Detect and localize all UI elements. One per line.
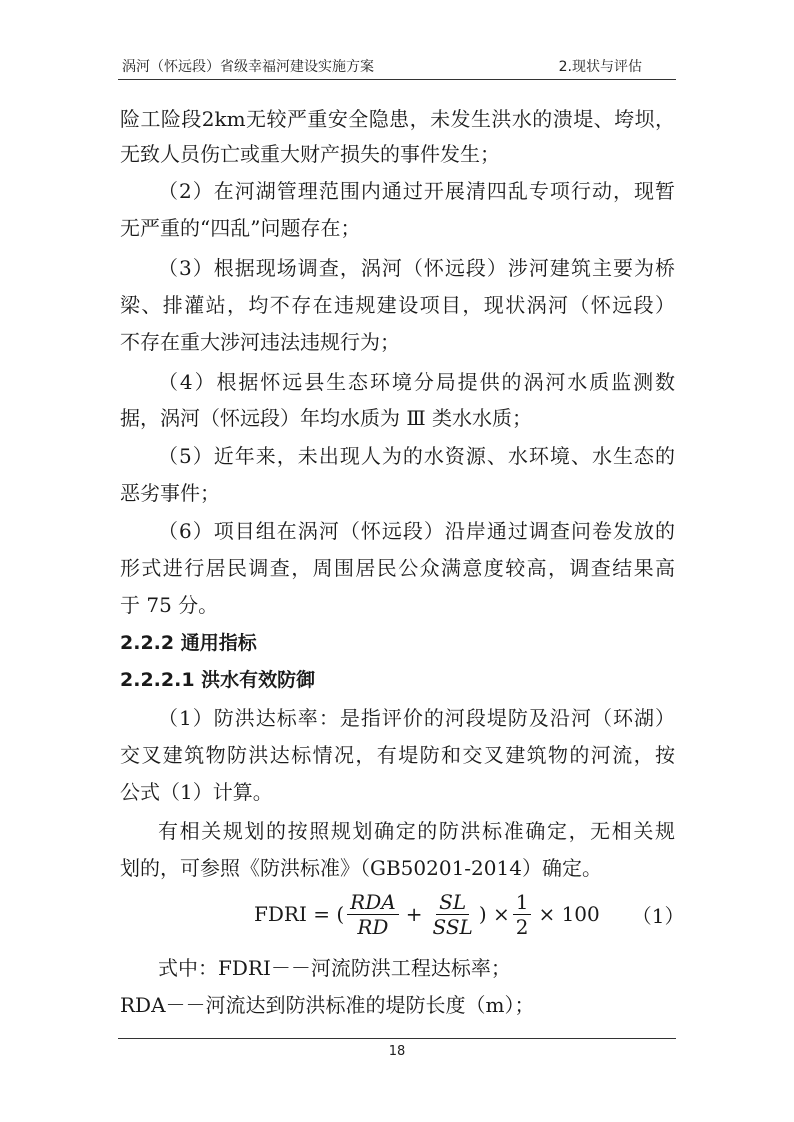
section-heading: 2.2.2 通用指标	[120, 632, 257, 654]
fraction-numerator: RDA	[347, 890, 399, 915]
header-doc-title: 涡河（怀远段）省级幸福河建设实施方案	[122, 59, 374, 75]
body-line: 有相关规划的按照规划确定的防洪标准确定，无相关规	[158, 819, 675, 843]
footer-rule	[118, 1038, 676, 1039]
subsection-heading: 2.2.2.1 洪水有效防御	[120, 669, 316, 691]
body-line: 不存在重大涉河违法违规行为；	[120, 330, 400, 354]
fraction-numerator: SL	[436, 890, 469, 915]
page-header	[118, 56, 676, 78]
body-line: （2）在河湖管理范围内通过开展清四乱专项行动，现暂	[158, 179, 675, 203]
formula-fdri	[254, 887, 685, 941]
body-line: 公式（1）计算。	[120, 780, 273, 804]
definition-line: 式中：FDRI－－河流防洪工程达标率；	[158, 956, 511, 980]
fraction-half	[513, 890, 532, 939]
plus-sign: +	[405, 902, 423, 926]
body-line: （4）根据怀远县生态环境分局提供的涡河水质监测数	[158, 370, 675, 394]
body-line: 于 75 分。	[120, 593, 219, 617]
equation-number: （1）	[631, 903, 685, 928]
body-line: 梁、排灌站，均不存在违规建设项目，现状涡河（怀远段）	[120, 293, 675, 317]
body-line: 据，涡河（怀远段）年均水质为 Ⅲ 类水水质；	[120, 406, 533, 430]
fraction-denominator: 2	[515, 914, 529, 939]
body-line: （6）项目组在涡河（怀远段）沿岸通过调查问卷发放的	[158, 519, 675, 543]
body-line: 交叉建筑物防洪达标情况，有堤防和交叉建筑物的河流，按	[120, 743, 675, 767]
fraction-denominator: RD	[357, 914, 389, 939]
header-section-title: 2.现状与评估	[558, 59, 642, 75]
body-line: 形式进行居民调查，周围居民公众满意度较高，调查结果高	[120, 556, 675, 580]
body-line: 无严重的“四乱”问题存在；	[120, 216, 361, 240]
body-line: 划的，可参照《防洪标准》（GB50201-2014）确定。	[120, 856, 602, 880]
definition-line: RDA－－河流达到防洪标准的堤防长度（m）；	[120, 993, 535, 1017]
body-line: 无致人员伤亡或重大财产损失的事件发生；	[120, 142, 500, 166]
fraction-denominator: SSL	[432, 914, 473, 939]
formula-lhs: FDRI = (	[254, 902, 345, 926]
body-line: 险工险段2km无较严重安全隐患，未发生洪水的溃堤、垮坝，	[120, 107, 675, 131]
body-line: （5）近年来，未出现人为的水资源、水环境、水生态的	[158, 444, 675, 468]
body-line: 恶劣事件；	[120, 481, 220, 505]
page-number: 18	[388, 1044, 406, 1059]
body-line: （3）根据现场调查，涡河（怀远段）涉河建筑主要为桥	[158, 256, 675, 280]
fraction-numerator: 1	[513, 890, 532, 915]
formula-times-100: × 100	[538, 902, 600, 926]
formula-close-times: ) ×	[478, 902, 510, 926]
body-line: （1）防洪达标率：是指评价的河段堤防及沿河（环湖）	[158, 706, 675, 730]
fraction-rda-rd	[347, 890, 399, 939]
fraction-sl-ssl	[429, 890, 475, 939]
header-rule	[118, 79, 676, 80]
